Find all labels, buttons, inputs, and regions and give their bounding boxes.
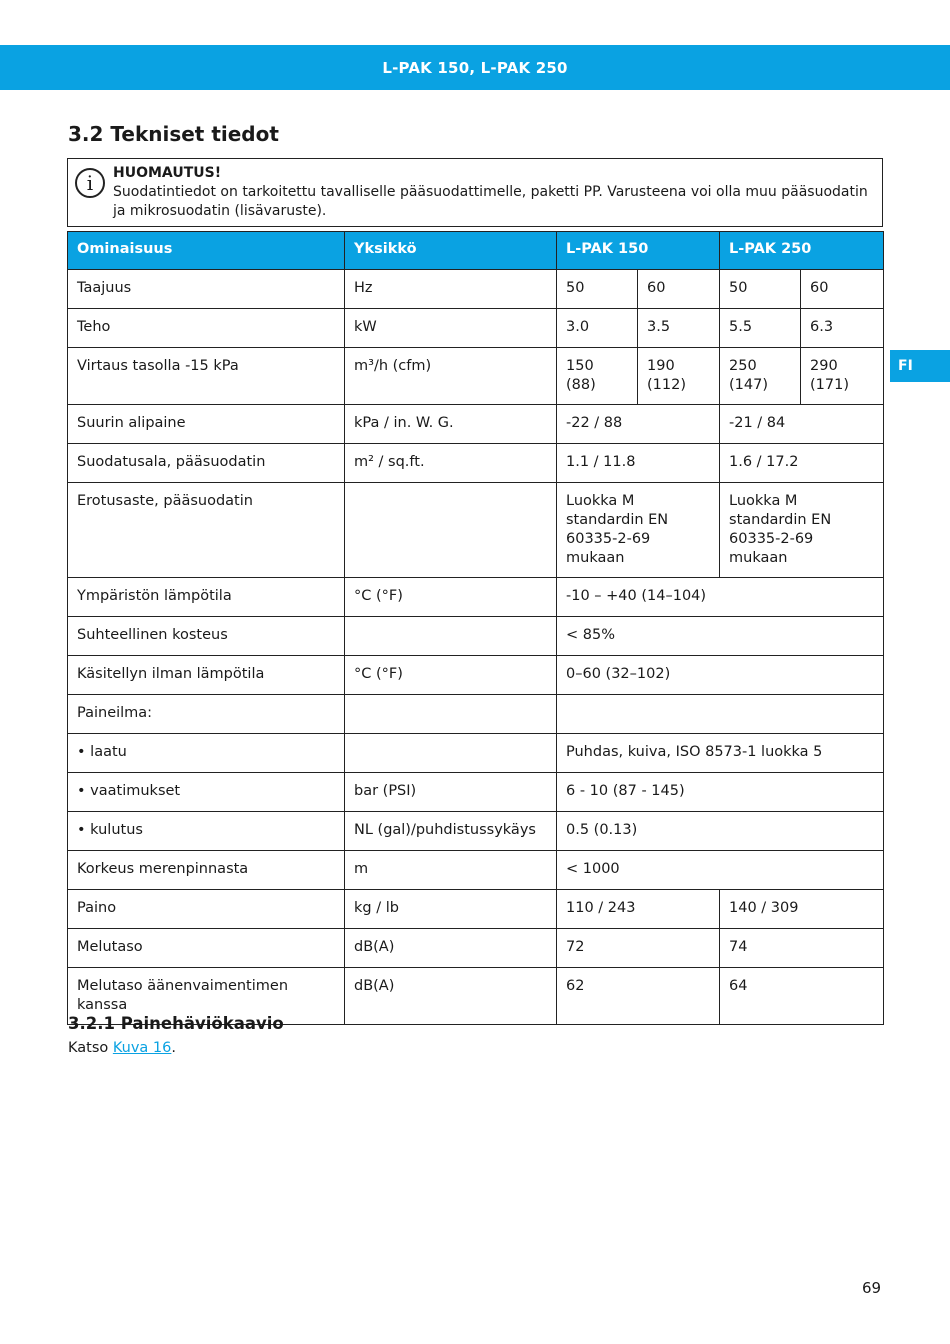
table-row xyxy=(68,695,884,734)
value-cell-shared: 6 - 10 (87 - 145) xyxy=(557,773,884,812)
unit-cell: m xyxy=(345,851,557,890)
language-tab xyxy=(890,350,950,382)
see-prefix: Katso xyxy=(68,1040,113,1056)
property-cell: Suodatusala, pääsuodatin xyxy=(68,444,345,483)
unit-cell xyxy=(345,695,557,734)
value-cell-250-60hz: 290 (171) xyxy=(801,348,884,405)
value-cell-lpak150: 72 xyxy=(557,929,720,968)
column-header-unit: Yksikkö xyxy=(345,232,557,270)
unit-cell: °C (°F) xyxy=(345,656,557,695)
unit-cell: NL (gal)/puhdistussykäys xyxy=(345,812,557,851)
value-cell-lpak150: 62 xyxy=(557,968,720,1025)
property-cell: Teho xyxy=(68,309,345,348)
property-cell: Korkeus merenpinnasta xyxy=(68,851,345,890)
section-title: 3.2 Tekniset tiedot xyxy=(68,122,279,146)
document-header-title: L-PAK 150, L-PAK 250 xyxy=(382,58,568,77)
table-row xyxy=(68,309,884,348)
value-cell-shared: 0–60 (32–102) xyxy=(557,656,884,695)
property-cell: • vaatimukset xyxy=(68,773,345,812)
value-cell-shared: 0.5 (0.13) xyxy=(557,812,884,851)
property-cell: Paino xyxy=(68,890,345,929)
value-cell-lpak250: 140 / 309 xyxy=(720,890,884,929)
value-cell-lpak250: 74 xyxy=(720,929,884,968)
table-row xyxy=(68,617,884,656)
unit-cell: dB(A) xyxy=(345,968,557,1025)
value-cell-lpak250: Luokka M standardin EN 60335-2-69 mukaan xyxy=(720,483,884,578)
property-cell: Taajuus xyxy=(68,270,345,309)
notice-title: HUOMAUTUS! xyxy=(113,165,222,181)
table-row xyxy=(68,851,884,890)
property-cell: Suurin alipaine xyxy=(68,405,345,444)
unit-cell xyxy=(345,617,557,656)
unit-cell: kPa / in. W. G. xyxy=(345,405,557,444)
property-cell: • laatu xyxy=(68,734,345,773)
column-header-lpak150: L-PAK 150 xyxy=(557,232,720,270)
column-header-property: Ominaisuus xyxy=(68,232,345,270)
unit-cell: m³/h (cfm) xyxy=(345,348,557,405)
table-row xyxy=(68,812,884,851)
value-cell-150-60hz: 60 xyxy=(638,270,720,309)
table-row xyxy=(68,483,884,578)
value-cell-250-50hz: 5.5 xyxy=(720,309,801,348)
property-cell: Melutaso xyxy=(68,929,345,968)
table-row xyxy=(68,734,884,773)
notice-text: Suodatintiedot on tarkoitettu tavalliselle pääsuodattimelle, paketti PP. Varusteena voi olla muu pääsuodatin ja mikrosuodatin (lisävaruste). xyxy=(113,184,868,219)
value-cell-shared: -10 – +40 (14–104) xyxy=(557,578,884,617)
property-cell: • kulutus xyxy=(68,812,345,851)
table-row xyxy=(68,656,884,695)
property-cell: Suhteellinen kosteus xyxy=(68,617,345,656)
property-cell: Melutaso äänenvaimentimen kanssa xyxy=(68,968,345,1025)
unit-cell: °C (°F) xyxy=(345,578,557,617)
unit-cell: bar (PSI) xyxy=(345,773,557,812)
property-cell: Käsitellyn ilman lämpötila xyxy=(68,656,345,695)
property-cell: Paineilma: xyxy=(68,695,345,734)
info-icon: i xyxy=(75,168,105,198)
figure-link[interactable]: Kuva 16 xyxy=(112,1040,172,1056)
see-suffix: . xyxy=(171,1040,176,1056)
property-cell: Erotusaste, pääsuodatin xyxy=(68,483,345,578)
table-header-row xyxy=(68,232,884,270)
value-cell-250-50hz: 50 xyxy=(720,270,801,309)
table-row xyxy=(68,405,884,444)
table-row xyxy=(68,444,884,483)
value-cell-shared: < 1000 xyxy=(557,851,884,890)
specs-table xyxy=(67,231,884,1025)
value-cell-lpak150: 110 / 243 xyxy=(557,890,720,929)
value-cell-150-60hz: 190 (112) xyxy=(638,348,720,405)
page-number: 69 xyxy=(862,1279,882,1297)
value-cell-150-50hz: 50 xyxy=(557,270,638,309)
value-cell-shared: < 85% xyxy=(557,617,884,656)
language-tab-label: FI xyxy=(898,358,913,374)
value-cell-lpak250: 64 xyxy=(720,968,884,1025)
property-cell: Virtaus tasolla -15 kPa xyxy=(68,348,345,405)
unit-cell: m² / sq.ft. xyxy=(345,444,557,483)
unit-cell: dB(A) xyxy=(345,929,557,968)
table-row xyxy=(68,270,884,309)
value-cell-lpak150: 1.1 / 11.8 xyxy=(557,444,720,483)
table-row xyxy=(68,929,884,968)
property-cell: Ympäristön lämpötila xyxy=(68,578,345,617)
value-cell-150-60hz: 3.5 xyxy=(638,309,720,348)
unit-cell: kW xyxy=(345,309,557,348)
value-cell-lpak250: 1.6 / 17.2 xyxy=(720,444,884,483)
unit-cell: kg / lb xyxy=(345,890,557,929)
table-row xyxy=(68,773,884,812)
notice-box xyxy=(67,158,883,227)
value-cell-250-60hz: 60 xyxy=(801,270,884,309)
value-cell-shared: Puhdas, kuiva, ISO 8573-1 luokka 5 xyxy=(557,734,884,773)
document-header-bar xyxy=(0,45,950,90)
value-cell-150-50hz: 150 (88) xyxy=(557,348,638,405)
value-cell-lpak150: Luokka M standardin EN 60335-2-69 mukaan xyxy=(557,483,720,578)
unit-cell: Hz xyxy=(345,270,557,309)
unit-cell xyxy=(345,734,557,773)
value-cell-150-50hz: 3.0 xyxy=(557,309,638,348)
value-cell-250-50hz: 250 (147) xyxy=(720,348,801,405)
value-cell-250-60hz: 6.3 xyxy=(801,309,884,348)
table-row xyxy=(68,578,884,617)
value-cell-lpak250: -21 / 84 xyxy=(720,405,884,444)
value-cell-shared xyxy=(557,695,884,734)
see-reference xyxy=(68,1040,176,1056)
table-row xyxy=(68,348,884,405)
unit-cell xyxy=(345,483,557,578)
subsection-title: 3.2.1 Painehäviökaavio xyxy=(68,1014,284,1033)
value-cell-lpak150: -22 / 88 xyxy=(557,405,720,444)
column-header-lpak250: L-PAK 250 xyxy=(720,232,884,270)
table-row xyxy=(68,890,884,929)
